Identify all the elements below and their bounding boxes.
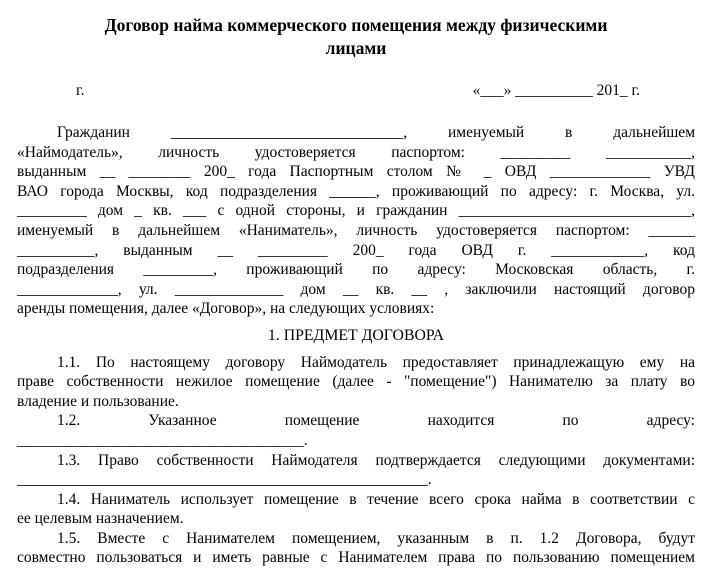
- document-title-line: Договор найма коммерческого помещения между физическими: [104, 15, 608, 35]
- section-heading: 1. ПРЕДМЕТ ДОГОВОРА: [267, 326, 445, 344]
- paragraph-line: Гражданин ______________________________, именуемый в дальнейшем: [57, 124, 695, 141]
- paragraph-line: праве собственности нежилое помещение (далее - "помещение") Нанимателю за плату во: [17, 373, 695, 391]
- paragraph-line: совместно пользоваться и иметь равные с Нанимателем права по пользованию помещением: [17, 549, 695, 567]
- paragraph: [17, 411, 695, 450]
- paragraph-line: _____________________________________________________.: [17, 471, 432, 489]
- paragraph-line: _____________________________________.: [17, 431, 308, 449]
- paragraph-line: владение и пользование.: [17, 392, 179, 410]
- paragraph-line: ее целевым назначением.: [17, 510, 184, 528]
- date-line: [17, 81, 695, 101]
- paragraph-line: 1.1. По настоящему договору Наймодатель предоставляет принадлежащую ему на: [57, 353, 695, 371]
- paragraph-line: 1.3. Право собственности Наймодателя подтверждается следующими документами:: [57, 451, 695, 469]
- paragraph-line: 1.2. Указанное помещение находится по адресу:: [57, 412, 695, 430]
- paragraph-line: __________, выданным __ _________ 200_ года ОВД г. ____________, код: [17, 241, 695, 259]
- paragraph: [17, 353, 695, 412]
- paragraph-line: 1.4. Наниматель использует помещение в течение всего срока найма в соответствии с: [57, 490, 695, 508]
- paragraph-line: «Наймодатель», личность удостоверяется паспортом: _________ ___________,: [17, 143, 695, 161]
- paragraph-line: ВАО города Москвы, код подразделения ______, проживающий по адресу: г. Москва, ул.: [17, 182, 695, 200]
- rental-agreement-page: [0, 14, 702, 571]
- document-body: [0, 14, 702, 568]
- document-title-line: лицами: [325, 38, 387, 58]
- paragraph-line: 1.5. Вместе с Нанимателем помещением, указанным в п. 1.2 Договора, будут: [57, 529, 695, 547]
- paragraph: [17, 529, 695, 568]
- paragraph: [17, 490, 695, 529]
- date-value-placeholder: «___» __________ 201_ г.: [472, 82, 640, 99]
- paragraph: [17, 451, 695, 490]
- document-title: [17, 14, 695, 60]
- paragraph-line: выданным __ ________ 200_ года Паспортным столом № _ ОВД _____________ УВД: [17, 163, 695, 181]
- paragraph-line: _________ дом _ кв. ___ с одной стороны, и гражданин ______________________________,: [17, 202, 695, 220]
- date-city-placeholder: г.: [76, 82, 85, 99]
- paragraph: [17, 123, 695, 319]
- paragraph-line: аренды помещения, далее «Договор», на следующих условиях:: [17, 300, 435, 318]
- paragraph-line: _____________, ул. ______________ дом __ кв. __ , заключили настоящий договор: [17, 280, 695, 298]
- paragraph-line: именуемый в дальнейшем «Наниматель», личность удостоверяется паспортом: ______: [17, 221, 695, 239]
- paragraph-line: подразделения _________, проживающий по адресу: Московская область, г.: [17, 261, 695, 279]
